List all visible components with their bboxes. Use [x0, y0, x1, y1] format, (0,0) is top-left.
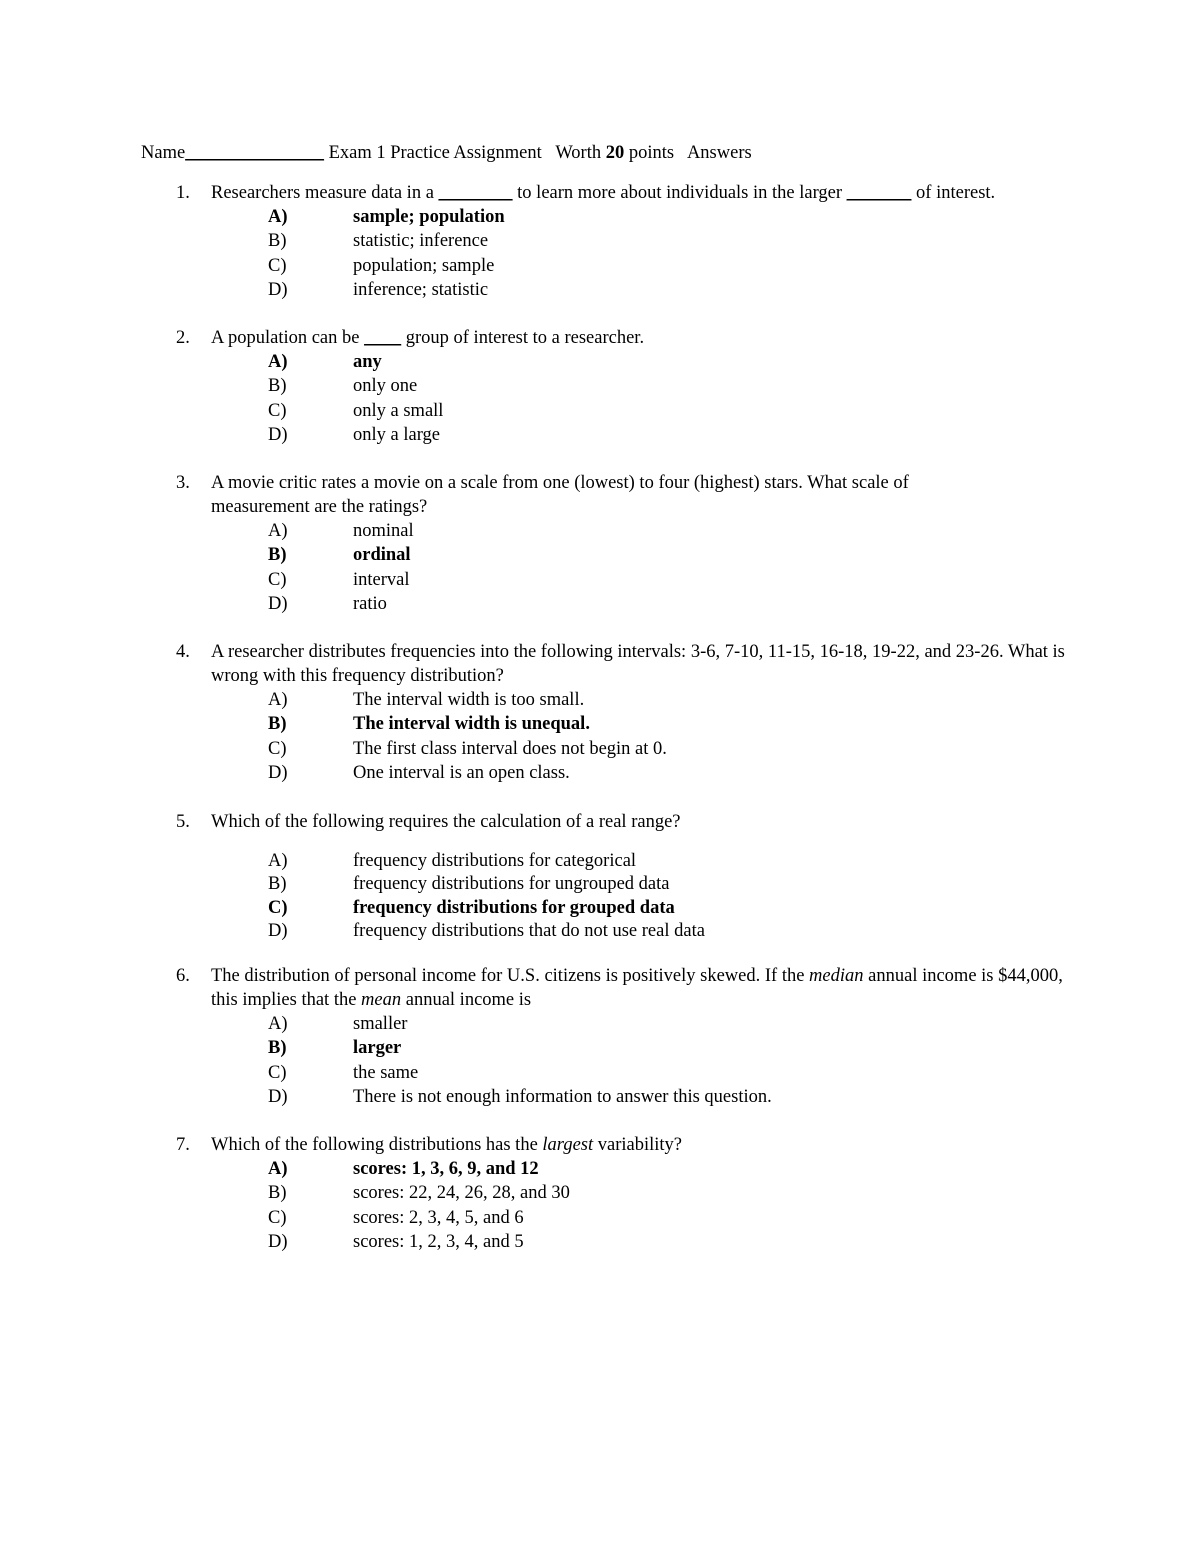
title-post: points Answers [624, 143, 752, 163]
option-list [176, 1012, 1076, 1110]
question-number: 5. [176, 812, 190, 832]
emphasis-median: median [809, 966, 864, 986]
option-c: C) population; sample [268, 255, 495, 276]
option-a: A) sample; population [268, 207, 505, 227]
option-b: B) frequency distributions for ungrouped data [268, 874, 670, 895]
option-list [176, 519, 1076, 617]
option-list [176, 688, 1076, 786]
option-d: D) only a large [268, 425, 440, 446]
question-text: A population can be ____ group of interest to a researcher. [211, 328, 645, 348]
option-d: D) frequency distributions that do not use real data [268, 920, 705, 941]
name-blank: _______________ [185, 143, 324, 163]
title-pre: Exam 1 Practice Assignment Worth [323, 143, 606, 163]
option-c: C) scores: 2, 3, 4, 5, and 6 [268, 1207, 524, 1228]
option-b: B) only one [268, 376, 418, 397]
option-d: D) There is not enough information to answer this question. [268, 1087, 772, 1108]
answer-blank: ____ [364, 328, 402, 348]
option-c: C) frequency distributions for grouped data [268, 897, 675, 918]
option-b: B) larger [268, 1038, 402, 1059]
question-number: 6. [176, 966, 190, 986]
question-1 [176, 181, 1076, 303]
option-list [176, 205, 1076, 303]
option-b: B) statistic; inference [268, 231, 489, 252]
option-list [176, 350, 1076, 448]
answer-blank: _______ [846, 183, 912, 203]
question-number: 2. [176, 328, 190, 348]
question-4 [176, 640, 1076, 786]
option-c: C) interval [268, 569, 410, 590]
question-number: 1. [176, 183, 190, 203]
option-c: C) the same [268, 1062, 419, 1083]
option-c: C) only a small [268, 400, 444, 421]
emphasis-mean: mean [361, 990, 402, 1010]
option-a: A) smaller [268, 1014, 408, 1034]
option-a: A) scores: 1, 3, 6, 9, and 12 [268, 1159, 539, 1179]
question-text: A movie critic rates a movie on a scale from one (lowest) to four (highest) stars. What scale of measurement are the ratings? [211, 473, 909, 517]
question-number: 4. [176, 642, 190, 662]
question-5 [176, 810, 1076, 942]
question-text: Researchers measure data in a ________ to learn more about individuals in the larger _______ of interest. [211, 183, 996, 203]
option-d: D) ratio [268, 594, 387, 615]
question-6 [176, 964, 1076, 1110]
question-text: The distribution of personal income for U.S. citizens is positively skewed. If the median annual income is $44,000, this implies that the mean annual income is [211, 966, 1063, 1010]
option-list [176, 1157, 1076, 1255]
name-label: Name [141, 143, 186, 163]
option-a: A) frequency distributions for categorical [268, 851, 637, 871]
option-d: D) inference; statistic [268, 280, 489, 301]
option-list [176, 849, 1076, 942]
question-text: Which of the following distributions has the largest variability? [211, 1135, 683, 1155]
question-number: 7. [176, 1135, 190, 1155]
question-7 [176, 1133, 1076, 1255]
option-a: A) The interval width is too small. [268, 690, 585, 710]
page-header [141, 141, 752, 165]
question-3 [176, 471, 1076, 617]
option-c: C) The first class interval does not begin at 0. [268, 738, 667, 759]
option-b: B) The interval width is unequal. [268, 714, 590, 735]
emphasis-largest: largest [542, 1135, 594, 1155]
points-value: 20 [605, 143, 625, 163]
answer-blank: ________ [438, 183, 513, 203]
question-text: Which of the following requires the calculation of a real range? [211, 812, 681, 832]
option-b: B) ordinal [268, 545, 411, 566]
question-2 [176, 326, 1076, 448]
option-b: B) scores: 22, 24, 26, 28, and 30 [268, 1183, 570, 1204]
question-text: A researcher distributes frequencies into the following intervals: 3-6, 7-10, 11-15, 16-18, 19-22, and 23-26. What is wrong with this frequency distribution? [211, 642, 1065, 686]
option-a: A) any [268, 352, 382, 372]
option-a: A) nominal [268, 521, 414, 541]
option-d: D) One interval is an open class. [268, 763, 570, 784]
question-number: 3. [176, 473, 190, 493]
option-d: D) scores: 1, 2, 3, 4, and 5 [268, 1232, 524, 1253]
